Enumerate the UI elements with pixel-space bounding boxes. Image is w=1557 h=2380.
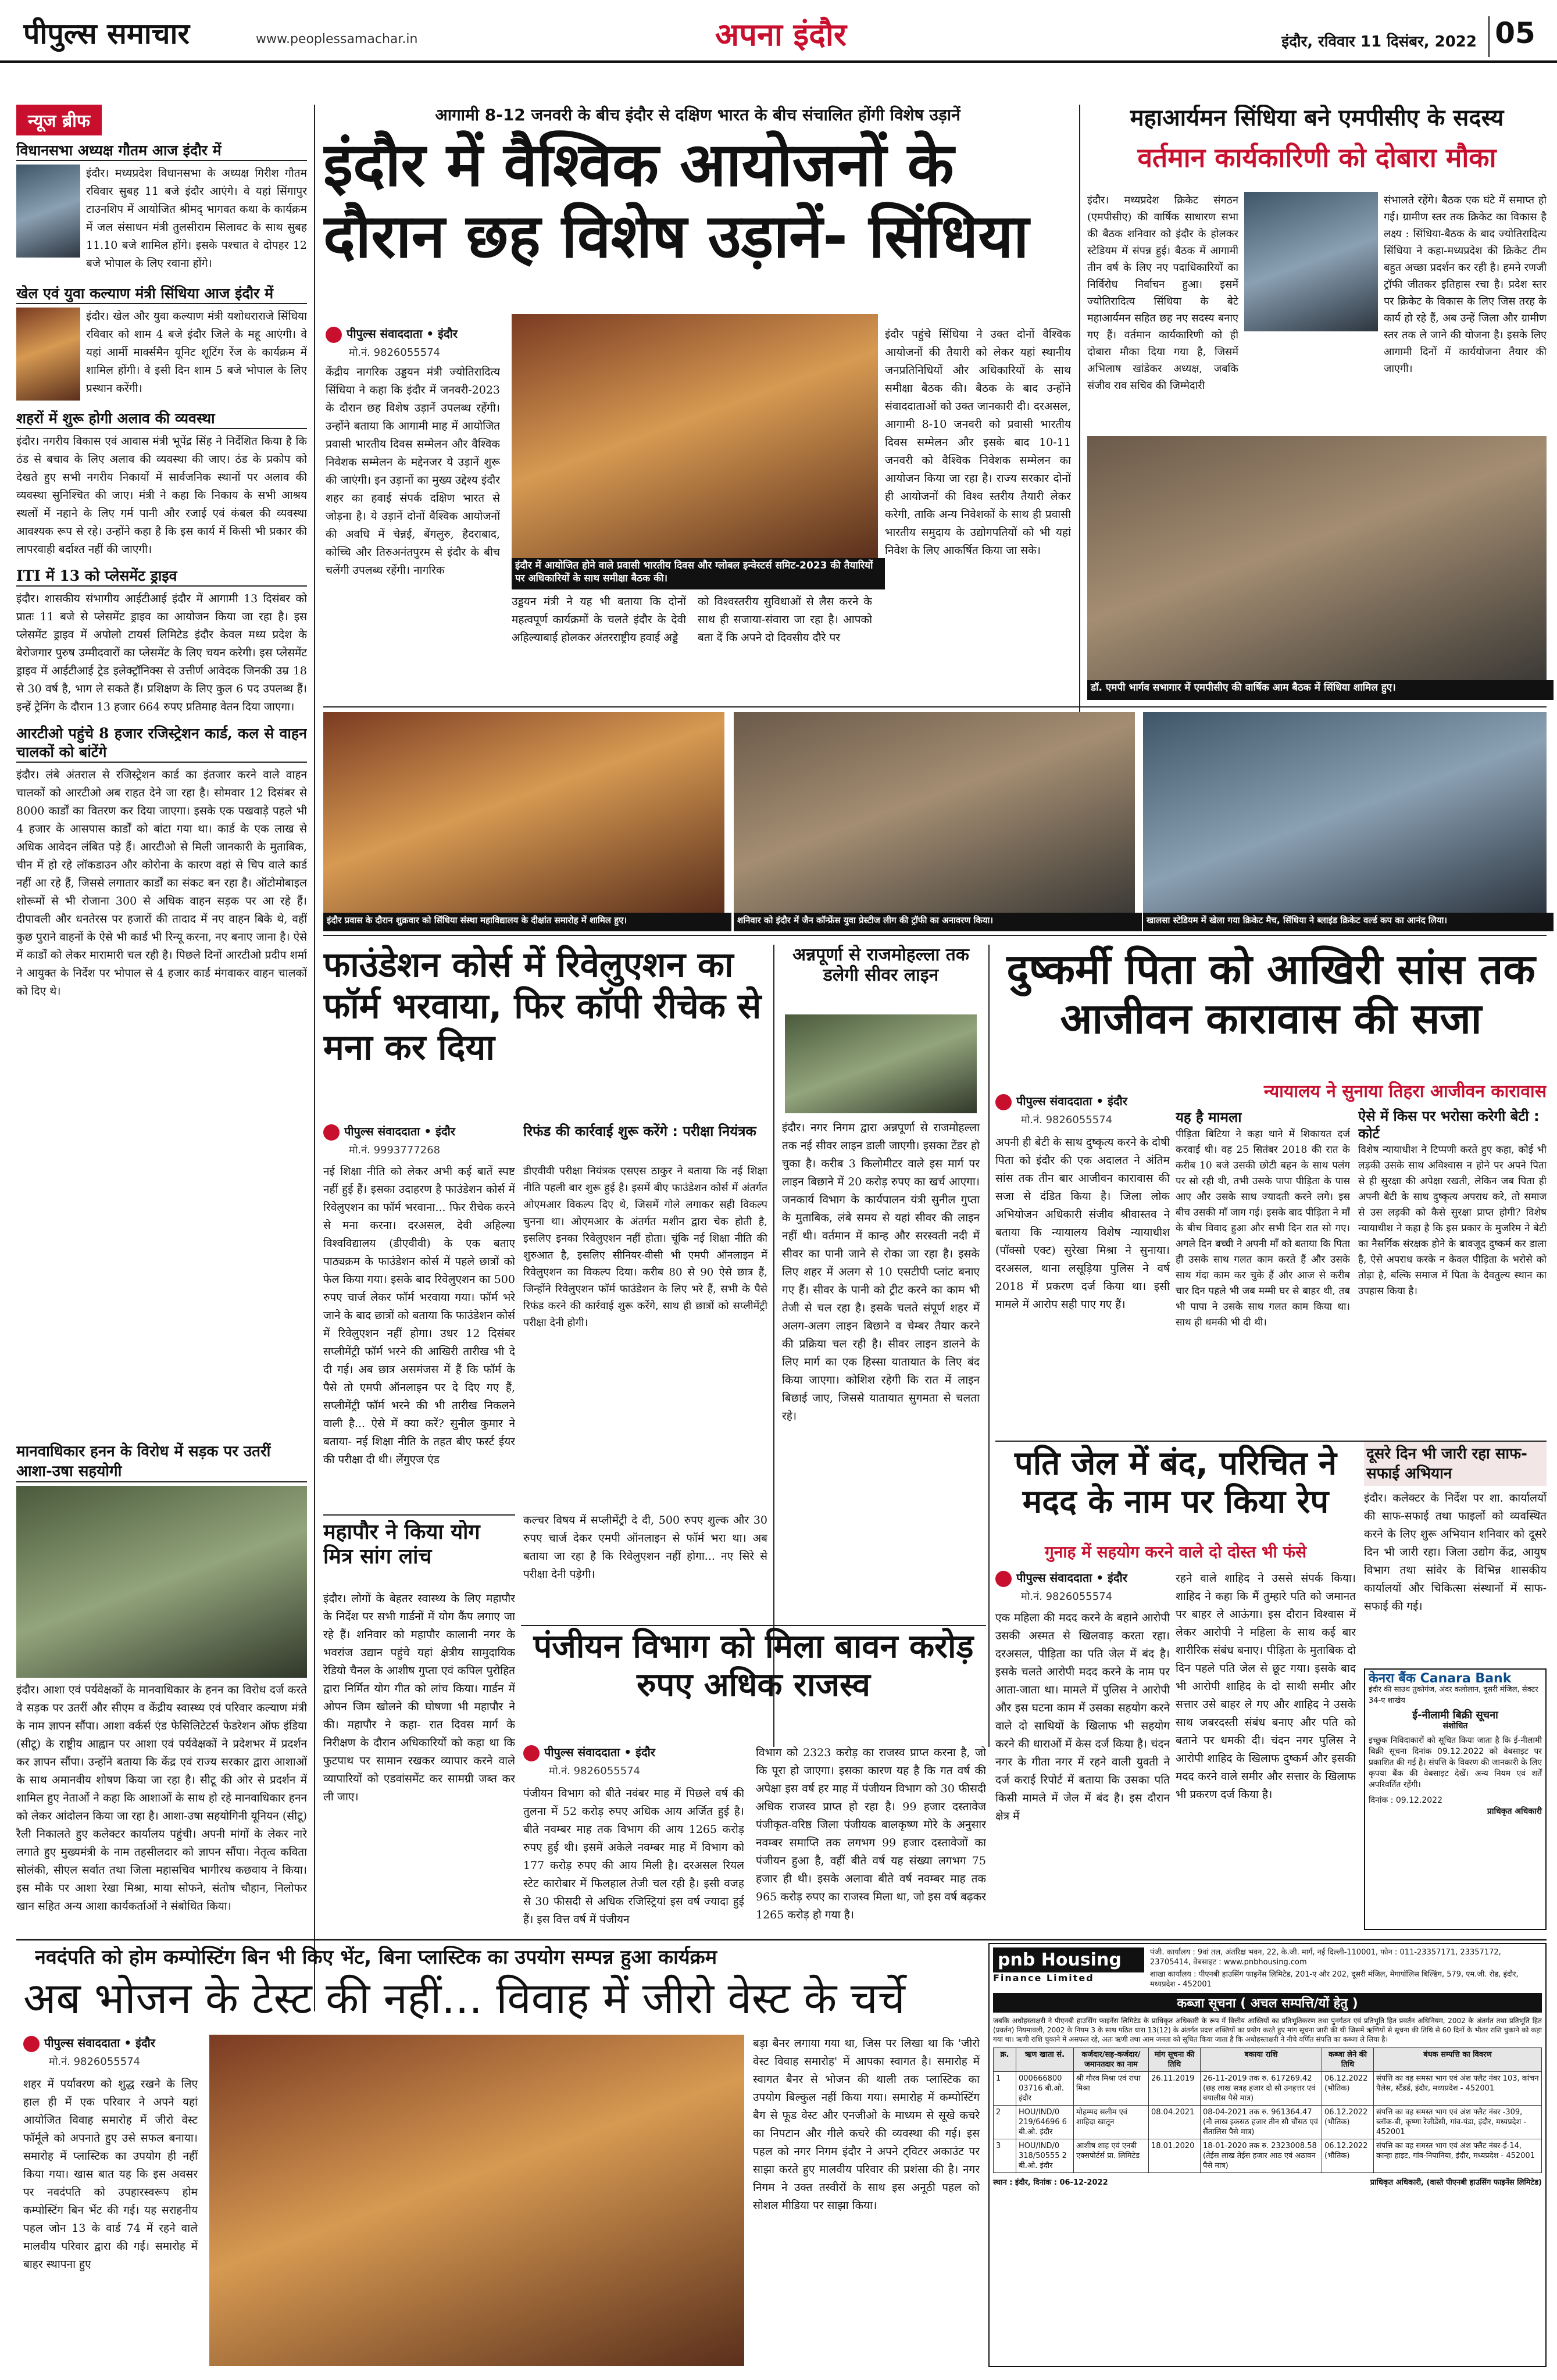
mayor-headline: महापौर ने किया योग मित्र सांग लांच <box>323 1520 480 1569</box>
foundation-mobile: मो.नं. 9993777268 <box>349 1144 441 1156</box>
wedding-photo <box>209 2035 744 2366</box>
table-row: 2 HOU/IND/0 219/64696 6 बी.ओ. इंदौर मोहम्मद सलीम एवं शाहिदा खातून 08.04.2021 08-04-2021 तक रु. 961364.47 (नौ लाख इकसठ हजार तीन सौ चौंसठ एवं सैंतालिस पैसे मात्र) 06.12.2022 (भौतिक) संपत्ति का वह समस्त भाग एवं अंश फ्लैट नंबर -309, ब्लॉक-बी, कृष्णा रेजीडेंसी, गांव-पंडा, इंदौर, मध्यप्रदेश - 452001 <box>994 2106 1542 2139</box>
canara-date: दिनांक : 09.12.2022 <box>1369 1796 1442 1805</box>
sewer-text: इंदौर। नगर निगम द्वारा अन्नपूर्णा से राजमोहल्ला तक नई सीवर लाइन डाली जाएगी। इसका टेंडर हो चुका है। करीब 3 किलोमीटर वाले इस मार्ग पर लाइन बिछाने में 20 करोड़ रुपए का खर्च आएगा। जनकार्य विभाग के कार्यपालन यंत्री सुनील गुप्ता के मुताबिक, लंबे समय से यहां सीवर की लाइन नहीं थी। वर्तमान में कान्ह और सरस्वती नदी में सीवर का पानी जाने से रोका जा रहा है। इसके लिए शहर में अलग से 10 एसटीपी प्लांट बनाए गए हैं। सीवर के पानी को ट्रीट करने का काम भी तेजी से चल रहा है। इसके चलते संपूर्ण शहर में अलग-अलग लाइन बिछाने व चेम्बर तैयार करने की प्रक्रिया चल रही है। सीवर लाइन डालने के लिए मार्ग का एक हिस्सा यातायात के लिए बंद किया जाएगा। कोशिश रहेगी कि रात में लाइन बिछाई जाए, जिससे यातायात सुगमता से चलता रहे। <box>782 1121 980 1423</box>
zero-waste-col1: शहर में पर्यावरण को शुद्ध रखने के लिए हाल ही में एक परिवार ने अपने यहां आयोजित विवाह समारोह में जीरो वेस्ट फॉर्मूले को अपनाते हुए उसे सफल बनाया। समारोह में प्लास्टिक का उपयोग ही नहीं किया गया। खास बात यह कि इस अवसर पर नवदंपति को उपहारस्वरूप होम कम्पोस्टिंग बिन भेंट की गई। यह सराहनीय पहल जोन 13 के वार्ड 74 में रहने वाले मालवीय परिवार द्वारा की गई। समारोह में बाहर स्थापना हुए <box>23 2078 198 2271</box>
registration-mobile: मो.नं. 9826055574 <box>549 1765 641 1777</box>
mpca-portrait-photo <box>1244 192 1378 331</box>
rape-case-headline: दुष्कर्मी पिता को आखिरी सांस तक आजीवन कारावास की सजा <box>1006 945 1535 1043</box>
trophy-photo-caption: शनिवार को इंदौर में जैन कॉन्फ्रेंस युवा प्रेस्टीज लीग की ट्रॉफी का अनावरण किया। <box>734 913 1142 931</box>
lead-kicker: आगामी 8-12 जनवरी के बीच इंदौर से दक्षिण भारत के बीच संचालित होंगी विशेष उड़ानें <box>435 105 960 124</box>
pnb-title: कब्जा सूचना ( अचल सम्पत्ति/यों हेतु ) <box>993 1993 1542 2013</box>
rape-case-col2-text: पीड़िता बिटिया ने कहा थाने में शिकायत दर्ज करवाई थी। वह 25 सितंबर 2018 की रात के करीब 10 बजे उसकी छोटी बहन के साथ पलंग पर सो रही थी, तभी उसके पापा पीड़िता के पास आए और उसके साथ ज्यादती करने लगे। इस बीच उसकी माँ जाग गई। इसके बाद पीड़िता ने माँ के बीच विवाद हुआ और सभी दिन रात सो गए। अगले दिन बच्ची ने अपनी माँ को बताया कि पिता ही उसके साथ गलत काम करते हैं और उसके साथ गंदा काम कर चुके हैं और आज से करीब चार दिन पहले भी जब मम्मी घर से बाहर थी, तब भी पापा ने उसके साथ गलत काम किया था। साथ ही धमकी भी दी थी। <box>1176 1128 1350 1328</box>
table-row: 1 000666800 03716 बी.ओ. इंदौर श्री गौरव मिश्रा एवं राधा मिश्रा 26.11.2019 26-11-2019 तक रु. 617269.42 (छह लाख सत्रह हजार दो सौ उनहत्तर एवं बयालीस पैसे मात्र) 06.12.2022 (भौतिक) संपत्ति का वह समस्त भाग एवं अंश फ्लैट नंबर 103, कांचन पैलेस, स्टैंडर्ड, इंदौर, मध्यप्रदेश - 452001 <box>994 2072 1542 2106</box>
pnb-table <box>993 2047 1542 2173</box>
mpca-col2: संभालते रहेंगे। बैठक एक घंटे में समाप्त हो गई। ग्रामीण स्तर तक क्रिकेट का विकास है लक्ष्य : सिंधिया-बैठक के बाद ज्योतिरादित्य सिंधिया ने कहा-मध्यप्रदेश की क्रिकेट टीम बहुत अच्छा प्रदर्शन कर रही है। हमने रणजी ट्रॉफी जीतकर इतिहास रचा है। प्रदेश स्तर पर क्रिकेट के विकास के लिए जिस तरह के कार्य हो रहे हैं, अब उन्हें जिला और ग्रामीण स्तर तक ले जाने की योजना है। इसके लिए आगामी दिनों में कार्ययोजना तैयार की जाएगी। <box>1384 194 1547 375</box>
page-number: 05 <box>1488 16 1541 57</box>
registration-headline: पंजीयन विभाग को मिला बावन करोड़ रुपए अधिक राजस्व <box>533 1628 974 1704</box>
cleanliness-story <box>1364 1442 1547 1663</box>
registration-byline: पीपुल्स संवाददाता • इंदौर <box>523 1744 756 1764</box>
pnb-th: बंधक सम्पत्ति का विवरण <box>1374 2048 1542 2072</box>
protest-text: इंदौर। आशा एवं पर्यवेक्षकों के मानवाधिकार के हनन का विरोध दर्ज करते वे सड़क पर उतरीं और सीएम व केंद्रीय स्वास्थ्य एवं परिवार कल्याण मंत्री के नाम ज्ञापन सौंपा। आशा वर्कर्स एंड फेसिलिटेटर्स फेडरेशन ऑफ इंडिया (सीटू) के राष्ट्रीय आह्वान पर आशा एवं पर्यवेक्षकों ने प्रदेशभर में प्रदर्शन कर ज्ञापन सौंपा। उन्होंने बताया कि केंद्र एवं राज्य सरकार द्वारा आशाओं के साथ अमानवीय शोषण किया जा रहा है। सीटू की ओर से प्रदर्शन में शामिल हुए नेताओं ने कहा कि आशाओं के साथ हो रहे मानवाधिकार हनन को लेकर आंदोलन किया जा रहा है। आशा-उषा सहयोगिनी यूनियन (सीटू) रैली निकालते हुए कलेक्टर कार्यालय पहुंची। अपनी मांगों के लेकर नारे लगाते हुए मुख्यमंत्री के नाम तहसीलदार को ज्ञापन सौंपा। नेतृत्व कविता सोलंकी, सीएल सर्वात तथा जिला महासचिव भागीरथ कछवाय ने किया। इस मौके पर आशा रेखा मिश्रा, माया सोफने, संतोष चौहान, निलोफर खान सहित अन्य आशा कार्यकर्ताओं ने संबोधित किया। <box>16 1684 307 1913</box>
pnb-possession-notice <box>988 1943 1547 2367</box>
rape-case-byline: पीपुल्स संवाददाता • इंदौर <box>995 1093 1228 1113</box>
byline-logo-icon <box>323 1124 340 1141</box>
brief-title: ITI में 13 को प्लेसमेंट ड्राइव <box>16 567 307 587</box>
foundation-col3: कल्चर विषय में सप्लीमेंट्री दे दी, 500 रुपए शुल्क और 30 रुपए चार्ज देकर एमपी ऑनलाइन से फॉर्म भरा था। अब बताया जा रहा है कि रिवेलुएशन नहीं होगा... नए सिरे से परीक्षा देनी पड़ेगी। <box>523 1514 767 1581</box>
canara-bank-logo: केनरा बैंक Canara Bank <box>1369 1671 1512 1686</box>
rape-case-col3-text: विशेष न्यायाधीश ने टिप्पणी करते हुए कहा, कोई भी लड़की उसके साथ अविश्वास न होने पर अपने पिता से ही सुरक्षा की अपेक्षा रखती, लेकिन जब पिता ही अपनी बेटी के साथ दुष्कृत्य अपराध करे, तो समाज से उस लड़की को कैसे सुरक्षा प्राप्त होगी? विशेष न्यायाधीश ने कहा है कि इस प्रकार के मुजरिम ने बेटी का नैसर्गिक संरक्षक होने के बावजूद दुष्कर्म कर डाला है, ऐसे अपराध करके न केवल पीड़िता के भरोसे को तोड़ा है, बल्कि समाज में पिता के दैवतुल्य स्थान का उपहास किया है। <box>1358 1144 1547 1297</box>
canara-bank-notice <box>1364 1668 1547 1930</box>
brief-text: इंदौर। लंबे अंतराल से रजिस्ट्रेशन कार्ड का इंतजार करने वाले वाहन चालकों को आरटीओ अब राहत देने जा रहा है। सोमवार 12 दिसंबर से 8000 कार्डों का वितरण कर दिया जाएगा। इसके एक पखवाड़े पहले भी 4 हजार के आसपास कार्डों को बांटा गया था। कार्ड के एक लाख से अधिक आवेदन लंबित पड़े हैं। आरटीओ से मिली जानकारी के मुताबिक, चीन में हो रहे लॉकडाउन और कोरोना के कारण वहां से चिप वाले कार्ड नहीं आ रहे हैं, जिससे लगातार कार्डों का संकट बन रहा है। ऑटोमोबाइल शोरूमों से भी रोजाना 300 से अधिक वाहन सड़क पर आ रहे हैं। दीपावली और धनतेरस पर हजारों की तादाद में नए वाहन बिके थे, वहीं कुछ पुराने वाहनों के ऐसे भी कार्ड भी रिन्यू करना, नए बनाए जाना है। ऐसे में कार्डों को लेकर मारामारी चल रही है। पिछले दिनों आरटीओ प्रदीप शर्मा ने आयुक्त के निर्देश पर भोपाल से 4 हजार कार्ड मंगवाकर वाहन चालकों को दिए थे। <box>16 769 307 998</box>
zero-waste-strap: नवदंपति को होम कम्पोस्टिंग बिन भी किए भेंट, बिना प्लास्टिक का उपयोग सम्पन्न हुआ कार्यक्रम <box>35 1946 717 1969</box>
sewer-headline: अन्नपूर्णा से राजमोहल्ला तक डलेगी सीवर लाइन <box>792 945 969 986</box>
pnb-th: मांग सूचना की तिथि <box>1149 2048 1201 2072</box>
registration-col1: पंजीयन विभाग को बीते नवंबर माह में पिछले वर्ष की तुलना में 52 करोड़ रुपए अधिक आय अर्जित हुई है। बीते नवम्बर माह तक विभाग की आय 1265 करोड़ रुपए हुई थी। इसमें अकेले नवम्बर माह में विभाग को 177 करोड़ रुपए की आय मिली है। दरअसल रियल स्टेट कारोबार में फिलहाल तेजी चल रही है। इसी वजह से 30 फीसदी से अधिक रजिस्ट्रियां इस वर्ष ज्यादा हुई हैं। इस वित्त वर्ष में पंजीयन <box>523 1787 744 1926</box>
brief-text: इंदौर। मध्यप्रदेश विधानसभा के अध्यक्ष गिरीश गौतम रविवार सुबह 11 बजे इंदौर आएंगे। वे यहां सिंगापुर टाउनशिप में आयोजित श्रीमद् भागवत कथा के कार्यक्रम में जल संसाधन मंत्री तुलसीराम सिलावट के साथ सुबह 11.10 बजे शामिल होंगे। इसके पश्चात वे दोपहर 12 बजे भोपाल के लिए रवाना होंगे। <box>86 167 307 270</box>
pnb-th: कर्जदार/सह-कर्जदार/जमानतदार का नाम <box>1074 2048 1149 2072</box>
pnb-intro: जबकि अधोहस्ताक्षरी ने पीएनबी हाउसिंग फाइनेंस लिमिटेड के प्राधिकृत अधिकारी के रूप में वित्तीय आस्तियों का प्रतिभूतिकरण तथा पुनर्गठन एवं प्रतिभूति हित प्रवर्तन अधिनियम, 2002 के अंतर्गत तथा प्रतिभूति हित (प्रवर्तन) नियमावली, 2002 के नियम 3 के साथ पठित धारा 13(12) के अंतर्गत प्रदत्त शक्तियों का प्रयोग करते हुए मांग सूचना जारी की थी जिसमें ऋणियों से सूचना की तिथि से 60 दिनों के भीतर राशि चुकाने को कहा गया था। ऋणी राशि चुकाने में असफल रहे, अतः ऋणी तथा आम जनता को सूचित किया जाता है कि अधोहस्ताक्षरी ने नीचे वर्णित संपत्ति का कब्जा ले लिया है। <box>993 2017 1542 2043</box>
brief-title: खेल एवं युवा कल्याण मंत्री सिंधिया आज इंदौर में <box>16 284 307 304</box>
canara-text: इच्छुक निविदाकारों को सूचित किया जाता है कि ई-नीलामी बिक्री सूचना दिनांक 09.12.2022 को वेबसाइट पर प्रकाशित की गई है। संपत्ति के विवरण की जानकारी के लिए कृपया बैंक की वेबसाइट देखें। अन्य नियम एवं शर्तें अपरिवर्तित रहेंगी। <box>1369 1736 1542 1789</box>
masthead <box>0 0 1557 63</box>
zero-waste-mobile: मो.नं. 9826055574 <box>49 2056 141 2068</box>
brief-portrait-photo <box>16 308 80 401</box>
mpca-col1: इंदौर। मध्यप्रदेश क्रिकेट संगठन (एमपीसीए) की वार्षिक साधारण सभा की बैठक शनिवार को इंदौर के होलकर स्टेडियम में संपन्न हुई। बैठक में आगामी तीन वर्ष के लिए नए पदाधिकारियों का निर्विरोध निर्वाचन हुआ। इसमें ज्योतिरादित्य सिंधिया के बेटे महाआर्यमन सहित छह नए सदस्य बनाए गए हैं। वर्तमान कार्यकारिणी को ही दोबारा मौका दिया गया है, जिसमें अभिलाष खांडेकर अध्यक्ष, जबकि संजीव राव सचिव की जिम्मेदारी <box>1087 194 1238 392</box>
pnb-footer-right: प्राधिकृत अधिकारी, (वास्ते पीएनबी हाउसिंग फाइनेंस लिमिटेड) <box>1370 2178 1542 2187</box>
foundation-side-title: रिफंड की कार्रवाई शुरू करेंगे : परीक्षा नियंत्रक <box>523 1123 756 1139</box>
pnb-th: बकाया राशि <box>1201 2048 1322 2072</box>
pnb-footer-left: स्थान : इंदौर, दिनांक : 06-12-2022 <box>993 2178 1108 2187</box>
mpca-photo-caption: डॉ. एमपी भार्गव सभागार में एमपीसीए की वार्षिक आम बैठक में सिंधिया शामिल हुए। <box>1087 680 1554 700</box>
lead-photo-caption: इंदौर में आयोजित होने वाले प्रवासी भारतीय दिवस और ग्लोबल इन्वेस्टर्स समिट-2023 की तैयारियों पर अधिकारियों के साथ समीक्षा बैठक की। <box>512 558 885 589</box>
lead-photo <box>512 314 878 558</box>
byline-logo-icon <box>523 1745 540 1761</box>
news-brief-label: न्यूज ब्रीफ <box>16 105 102 135</box>
cricket-photo <box>1143 712 1547 913</box>
newspaper-logo: पीपुल्स समाचार <box>23 17 190 51</box>
byline-logo-icon <box>995 1571 1012 1587</box>
rape-case-col2-title: यह है मामला <box>1176 1109 1242 1125</box>
canara-branch: इंदौर की साउथ तुकोगंज, अंदर कलोलान, दूसरी मंजिल, सेक्टर 34-ए शाखेय <box>1369 1685 1538 1705</box>
jail-case-byline: पीपुल्स संवाददाता • इंदौर <box>995 1570 1228 1589</box>
rape-case-col3-title: ऐसे में किस पर भरोसा करेगी बेटी : कोर्ट <box>1358 1108 1540 1142</box>
pnb-th: कब्जा लेने की तिथि <box>1322 2048 1374 2072</box>
dateline: इंदौर, रविवार 11 दिसंबर, 2022 <box>1281 33 1477 51</box>
sewer-photo <box>785 1014 977 1113</box>
table-row: 3 HOU/IND/0 318/50555 2 बी.ओ. इंदौर आशीष शाह एवं एनबी एक्सपोर्टर्स प्रा. लिमिटेड 18.01.2020 18-01-2020 तक रु. 2323008.58 (तेईस लाख तेईस हजार आठ एवं अठावन पैसे मात्र) 06.12.2022 (भौतिक) संपत्ति का वह समस्त भाग एवं अंश फ्लैट नंबर-ई-14, कान्हा हाइट, गांव-निपानिया, इंदौर, मध्यप्रदेश - 452001 <box>994 2139 1542 2173</box>
brief-item <box>16 567 307 716</box>
brief-item <box>16 141 307 276</box>
cleanliness-headline: दूसरे दिन भी जारी रहा साफ-सफाई अभियान <box>1364 1442 1547 1486</box>
byline-logo-icon <box>995 1094 1012 1110</box>
rape-case-col3 <box>1358 1107 1547 1439</box>
rape-case-mobile: मो.नं. 9826055574 <box>1021 1114 1113 1126</box>
mpca-subheadline: वर्तमान कार्यकारिणी को दोबारा मौका <box>1137 142 1497 173</box>
byline-logo-icon <box>326 327 342 343</box>
section-title: अपना इंदौर <box>715 16 847 53</box>
brief-item <box>16 284 307 401</box>
lead-col2: उड्डयन मंत्री ने यह भी बताया कि दोनों महत्वपूर्ण कार्यक्रमों के चलते इंदौर के देवी अहिल्याबाई होलकर अंतरराष्ट्रीय हवाई अड्डे <box>512 595 686 644</box>
foundation-col1: नई शिक्षा नीति को लेकर अभी कई बातें स्पष्ट नहीं हुई हैं। इसका उदाहरण है फाउंडेशन कोर्स में रिवेलुएशन का फॉर्म भरवाना... फिर रीचेक करने से मना करना। दरअसल, देवी अहिल्या विश्वविद्यालय (डीएवीवी) के एक बताए पाठ्यक्रम के फाउंडेशन कोर्स में पहले छात्रों को फेल किया गया। इसके बाद रिवेलुएशन का 500 रुपए चार्ज लेकर फॉर्म भरवाया गया। फॉर्म भरे जाने के बाद छात्रों को बताया कि फाउंडेशन कोर्स में रिवेलुएशन नहीं होगा। उधर 12 दिसंबर सप्लीमेंट्री फॉर्म भरने की आखिरी तारीख भी दे दी गई। अब छात्र असमंजस में हैं कि फॉर्म के पैसे तो एमपी ऑनलाइन पर दे दिए गए हैं, सप्लीमेंट्री फॉर्म भरने की भी तारीख निकलने वाली है... ऐसे में क्या करें? सुनील कुमार ने बताया- नई शिक्षा नीति के तहत बीए फर्स्ट ईयर की परीक्षा दी थी। लेंगुएज एंड <box>323 1165 515 1466</box>
cleanliness-text: इंदौर। कलेक्टर के निर्देश पर शा. कार्यालयों की साफ-सफाई तथा फाइलों को व्यवस्थित करने के लिए शुरू अभियान शनिवार को दूसरे दिन भी जारी रहा। जिला उद्योग केंद्र, आयुष विभाग तथा सांवेर के विभिन्न शासकीय कार्यालयों और चिकित्सा संस्थानों में साफ-सफाई की गई। <box>1364 1492 1547 1613</box>
trophy-photo <box>734 712 1135 913</box>
protest-photo <box>16 1486 307 1678</box>
mpca-meeting-photo <box>1087 436 1547 680</box>
rape-case-col1: अपनी ही बेटी के साथ दुष्कृत्य करने के दोषी पिता को इंदौर की एक अदालत ने अंतिम सांस तक तीन बार आजीवन कारावास की सजा से दंडित किया है। जिला लोक अभियोजन अधिकारी संजीव श्रीवास्तव ने बताया कि न्यायालय विशेष न्यायाधीश (पॉक्सो एक्ट) सुरेखा मिश्रा ने सुनाया। दरअसल, थाना लसूड़िया पुलिस ने वर्ष 2018 में प्रकरण दर्ज किया था। इसी मामले में आरोप सही पाए गए हैं। <box>995 1136 1170 1311</box>
zero-waste-byline: पीपुल्स संवाददाता • इंदौर <box>23 2035 256 2054</box>
mpca-headline: महाआर्यमन सिंधिया बने एमपीसीए के सदस्य <box>1130 105 1504 131</box>
lead-headline: इंदौर में वैश्विक आयोजनों के दौरान छह विशेष उड़ानें- सिंधिया <box>323 129 1029 271</box>
convocation-photo-caption: इंदौर प्रवास के दौरान शुक्रवार को सिंधिया संस्था महाविद्यालय के दीक्षांत समारोह में शामिल हुए। <box>323 913 731 931</box>
jail-case-subhead: गुनाह में सहयोग करने वाले दो दोस्त भी फंसे <box>1044 1542 1307 1561</box>
lead-col3: को विश्वस्तरीय सुविधाओं से लैस करने के साथ ही सजाया-संवारा जा रहा है। आपको बता दें कि अपने दो दिवसीय दौरे पर <box>698 595 872 644</box>
registration-col2: विभाग को 2323 करोड़ का राजस्व प्राप्त करना है, जो कि पूरा हो जाएगा। इसका कारण यह है कि गत वर्ष की अपेक्षा इस वर्ष हर माह में पंजीयन विभाग को 30 फीसदी अधिक राजस्व प्राप्त हो रहा है। 99 हजार दस्तावेज पंजीकृत-वरिष्ठ जिला पंजीयक बालकृष्ण मोरे के अनुसार नवम्बर समाप्ति तक लगभग 99 हजार दस्तावेजों का पंजीयन हुआ है, वहीं बीते वर्ष यह संख्या लगभग 75 हजार ही थी। इसके अलावा बीते वर्ष नवम्बर माह तक 965 करोड़ रुपए का राजस्व मिला था, जो इस वर्ष बढ़कर 1265 करोड़ हो गया है। <box>756 1746 986 1921</box>
foundation-headline: फाउंडेशन कोर्स में रिवेलुएशन का फॉर्म भरवाया, फिर कॉपी रीचेक से मना कर दिया <box>323 945 762 1068</box>
zero-waste-headline: अब भोजन के टेस्ट की नहीं... विवाह में जीरो वेस्ट के चर्चे <box>23 1974 905 2024</box>
lead-mobile: मो.नं. 9826055574 <box>349 346 441 359</box>
convocation-photo <box>323 712 724 913</box>
brief-text: इंदौर। खेल और युवा कल्याण मंत्री यशोधराराजे सिंधिया रविवार को शाम 4 बजे इंदौर जिले के महू आएंगी। वे यहां आर्मी मार्क्समैन यूनिट शूटिंग रेंज के कार्यक्रम में शामिल होंगी। वे इसी दिन शाम 5 बजे भोपाल के लिए प्रस्थान करेंगी। <box>86 310 307 395</box>
jail-case-col1: एक महिला की मदद करने के बहाने आरोपी उसकी अस्मत से खिलवाड़ करता रहा। दरअसल, पीड़िता का पति जेल में बंद है। इसके चलते आरोपी मदद करने के नाम पर आता-जाता था। मामले में पुलिस ने आरोपी और इस घटना काम में उसका सहयोग करने वाले दो साथियों के खिलाफ भी सहयोग करने की धाराओं में केस दर्ज किया है। चंदन नगर के गीता नगर में रहने वाली युवती ने दर्ज कराई रिपोर्ट में बताया कि उसका पति किसी मामले में जेल में बंद है। इस दौरान क्षेत्र में <box>995 1611 1170 1822</box>
brief-item <box>16 409 307 559</box>
brief-portrait-photo <box>16 165 80 258</box>
newspaper-url[interactable]: www.peoplessamachar.in <box>256 32 418 47</box>
lead-byline: पीपुल्स संवाददाता • इंदौर <box>326 326 581 345</box>
protest-story <box>16 1442 307 2023</box>
pnb-th: क्र. <box>994 2048 1016 2072</box>
pnb-branch: शाखा कार्यालय : पीएनबी हाउसिंग फाइनेंस लिमिटेड, 201-ए और 202, दूसरी मंजिल, मेगापॉलिस बिल्डिंग, 579, एम.जी. रोड, इंदौर, मध्यप्रदेश - 452001 <box>1150 1970 1519 1989</box>
foundation-byline: पीपुल्स संवाददाता • इंदौर <box>323 1123 579 1143</box>
lead-col4: इंदौर पहुंचे सिंधिया ने उक्त दोनों वैश्विक आयोजनों की तैयारी को लेकर यहां स्थानीय जनप्रतिनिधियों और अधिकारियों के साथ समीक्षा बैठक की। बैठक के बाद उन्होंने संवाददाताओं को उक्त जानकारी दी। दरअसल, आगामी 8-10 जनवरी को प्रवासी भारतीय दिवस सम्मेलन और इसके बाद 10-11 जनवरी को वैश्विक निवेशक सम्मेलन का आयोजन किया जा रहा है। राज्य सरकार दोनों ही आयोजनों की विश्व स्तरीय तैयारी लेकर करेगी, ताकि अन्य निवेशकों के साथ ही प्रवासी भारतीय समुदाय के उद्योगपतियों को भी यहां निवेश के लिए आकर्षित किया जा सके। <box>885 328 1071 557</box>
brief-title: विधानसभा अध्यक्ष गौतम आज इंदौर में <box>16 141 307 161</box>
pnb-office: पंजी. कार्यालय : 9वां तल, अंतरिक्ष भवन, 22, के.जी. मार्ग, नई दिल्ली-110001, फोन : 011-23357171, 23357172, 23705414, वेबसाइट : www.pnbhousing.com <box>1150 1948 1501 1967</box>
pnb-logo: pnb Housing <box>993 1947 1144 1972</box>
rape-case-col2 <box>1176 1107 1350 1439</box>
foundation-col2: डीएवीवी परीक्षा नियंत्रक एसएस ठाकुर ने बताया कि नई शिक्षा नीति पहली बार शुरू हुई है। इसमें बीए फाउंडेशन कोर्स में अंतर्गत ओएमआर विकल्प दिए थे, जिसमें गोले लगाकर सही विकल्प चुनना था। ओएमआर के अंतर्गत मशीन द्वारा चेक होती है, इसलिए इनका रिवेलुएशन नहीं होता। चूंकि नई शिक्षा नीति की शुरुआत है, इसलिए सीनियर-वीसी भी एमपी ऑनलाइन में रिवेलुएशन का विकल्प दिया। करीब 80 से 90 ऐसे छात्र हैं, जिन्होंने रिवेलुएशन फॉर्म फाउंडेशन के लिए भरे हैं, सभी के पैसे रिफंड करने की कार्रवाई शुरू करेंगे, साथ ही छात्रों को सप्लीमेंट्री परीक्षा देनी होगी। <box>523 1165 767 1329</box>
pnb-th: ऋण खाता सं. <box>1016 2048 1074 2072</box>
brief-item <box>16 724 307 1000</box>
brief-text: इंदौर। नगरीय विकास एवं आवास मंत्री भूपेंद्र सिंह ने निर्देशित किया है कि ठंड से बचाव के लिए अलाव की व्यवस्था की जाए। ठंड के प्रकोप को देखते हुए सभी नगरीय निकायों में सार्वजनिक स्थानों पर अलाव की व्यवस्था सुनिश्चित की जाए। मंत्री ने कहा कि निकाय के सभी आश्रय स्थलों में नहाने के लिए गर्म पानी और रजाई एवं कंबल की व्यवस्था आवश्यक रूप से रहे। उन्होंने कहा है कि इस कार्य में किसी भी प्रकार की लापरवाही बर्दाश्त नहीं की जाएगी। <box>16 435 307 556</box>
pnb-logo-sub: Finance Limited <box>993 1972 1094 1984</box>
cricket-photo-caption: खालसा स्टेडियम में खेला गया क्रिकेट मैच, सिंधिया ने ब्लाइंड क्रिकेट वर्ल्ड कप का आनंद लिया। <box>1143 913 1554 931</box>
protest-title: मानवाधिकार हनन के विरोध में सड़क पर उतरीं आशा-उषा सहयोगी <box>16 1442 307 1482</box>
zero-waste-col2: बड़ा बैनर लगाया गया था, जिस पर लिखा था कि 'जीरो वेस्ट विवाह समारोह' में आपका स्वागत है। समारोह में स्वागत बैनर से भोजन की थाली तक प्लास्टिक का उपयोग बिल्कुल नहीं किया गया। समारोह में कम्पोस्टिंग बैग से फूड वेस्ट और एनजीओ के माध्यम से सूखे कचरे का निपटान और गीले कचरे की व्यवस्था की गई। इस पहल को नगर निगम इंदौर ने अपने ट्विटर अकाउंट पर साझा करते हुए मालवीय परिवार की प्रशंसा की है। नगर निगम ने उक्त तस्वीरों के साथ इस अनूठी पहल को सोशल मीडिया पर साझा किया। <box>753 2037 980 2212</box>
brief-title: शहरों में शुरू होगी अलाव की व्यवस्था <box>16 409 307 429</box>
brief-text: इंदौर। शासकीय संभागीय आईटीआई इंदौर में आगामी 13 दिसंबर को प्रातः 11 बजे से प्लेसमेंट ड्राइव का आयोजन किया जा रहा है। इस प्लेसमेंट ड्राइव में अपोलो टायर्स लिमिटेड इंदौर केवल मध्य प्रदेश के बेरोजगार पुरुष उम्मीदवारों का प्लेसमेंट के लिए चयन करेगी। इस प्लेसमेंट ड्राइव में आईटीआई ट्रेड इलेक्ट्रॉनिक्स से उत्तीर्ण आवेदक जिनकी उम्र 18 से 30 वर्ष है, भाग ले सकते हैं। प्रशिक्षण के लिए कुल 6 पद उपलब्ध हैं। इन्हें ट्रेनिंग के दौरान 13 हजार 664 रुपए प्रतिमाह वेतन दिया जाएगा। <box>16 592 307 713</box>
canara-subtitle: संशोधित <box>1442 1721 1468 1731</box>
canara-sign: प्राधिकृत अधिकारी <box>1487 1807 1542 1816</box>
mayor-text: इंदौर। लोगों के बेहतर स्वास्थ्य के लिए महापौर के निर्देश पर सभी गार्डनों में योग कैंप लगाए जा रहे हैं। शनिवार को महापौर कालानी नगर के भवरांज उद्यान पहुंचे यहां क्षेत्रीय सामुदायिक रेडियो चैनल के आशीष गुप्ता एवं कपिल पुरोहित द्वारा निर्मित योग गीत को लांच किया। गार्डन में ओपन जिम खोलने की घोषणा भी महापौर ने की। महापौर ने कहा- रात दिवस मार्ग के निरीक्षण के दौरान अधिकारियों को कहा था कि फुटपाथ पर सामान रखकर व्यापार करने वाले व्यापारियों को एडवांसमेंट कर सामग्री जब्त कर ली जाए। <box>323 1592 515 1803</box>
canara-title: ई-नीलामी बिक्री सूचना <box>1412 1709 1498 1721</box>
byline-logo-icon <box>23 2036 40 2052</box>
jail-case-headline: पति जेल में बंद, परिचित ने मदद के नाम पर किया रेप <box>1015 1445 1337 1521</box>
brief-title: आरटीओ पहुंचे 8 हजार रजिस्ट्रेशन कार्ड, कल से वाहन चालकों को बांटेंगे <box>16 724 307 763</box>
news-brief-column <box>16 105 307 1439</box>
jail-case-mobile: मो.नं. 9826055574 <box>1021 1591 1113 1603</box>
jail-case-col2: रहने वाले शाहिद ने उससे संपर्क किया। शाहिद ने कहा कि मैं तुम्हारे पति को जमानत पर बाहर ले आऊंगा। इस दौरान विश्वास में लेकर आरोपी ने महिला के साथ कई बार शारीरिक संबंध बनाए। पीड़िता के मुताबिक दो दिन पहले पति जेल से छूट गया। इसके बाद भी आरोपी शाहिद के दो साथी समीर और सत्तार उसे बाहर ले गए और शाहिद ने उसके साथ जबरदस्ती संबंध बनाए और पति को बताने पर धमकी दी। चंदन नगर पुलिस ने आरोपी शाहिद के खिलाफ दुष्कर्म और इसकी मदद करने वाले समीर और सत्तार के खिलाफ भी प्रकरण दर्ज किया है। <box>1176 1572 1356 1801</box>
lead-col1: केंद्रीय नागरिक उड्डयन मंत्री ज्योतिरादित्य सिंधिया ने कहा कि इंदौर में जनवरी-2023 के दौरान छह विशेष उड़ानें उपलब्ध रहेंगी। उन्होंने बताया कि आगामी माह में आयोजित प्रवासी भारतीय दिवस सम्मेलन और वैश्विक निवेशक सम्मेलन के मद्देनजर ये उड़ानें शुरू की जाएंगी। इन उड़ानों का मुख्य उद्देश्य इंदौर शहर का हवाई संपर्क दक्षिण भारत से जोड़ना है। ये उड़ानें दोनों वैश्विक आयोजनों की अवधि में चेन्नई, बेंगलुरु, हैदराबाद, कोच्चि और तिरुअनंतपुरम से इंदौर के बीच चलेंगी उपलब्ध रहेंगी। नागरिक <box>326 366 500 577</box>
rape-case-subhead: न्यायालय ने सुनाया तिहरा आजीवन कारावास <box>1263 1081 1547 1102</box>
